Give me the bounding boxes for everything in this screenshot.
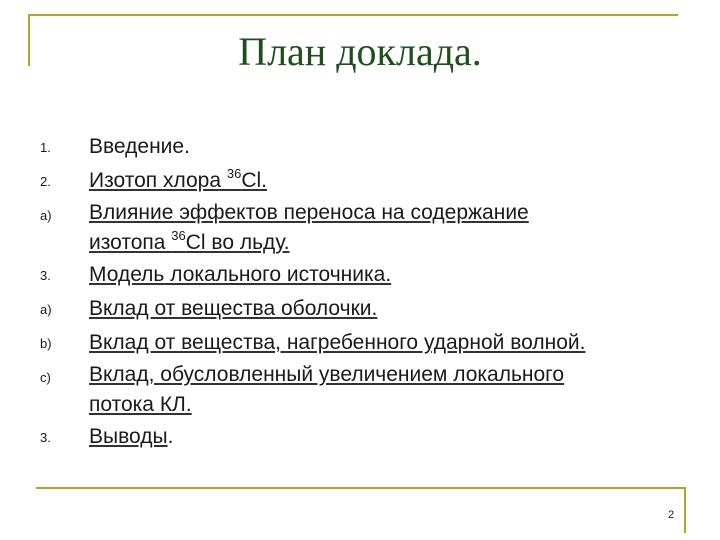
item-text: Вклад, обусловленный увеличением локального xyxy=(89,363,565,386)
item-link[interactable]: Вклад от вещества оболочки. xyxy=(89,297,378,320)
item-text: Cl. xyxy=(241,169,267,192)
outline-list xyxy=(40,130,700,454)
list-marker: b) xyxy=(40,336,52,351)
list-marker: 3. xyxy=(40,430,51,445)
list-item[interactable] xyxy=(40,258,700,292)
item-text: . xyxy=(167,425,174,448)
item-text: Введение. xyxy=(89,135,190,158)
isotope-mass: 36 xyxy=(171,228,186,243)
list-marker: 1. xyxy=(40,140,51,155)
item-text: потока КЛ. xyxy=(89,393,192,416)
item-link[interactable] xyxy=(89,198,700,258)
frame-bottom-rule xyxy=(36,487,686,489)
item-link[interactable]: Вклад от вещества, нагребенного ударной волной. xyxy=(89,331,586,354)
list-item[interactable] xyxy=(40,420,700,454)
frame-top-rule xyxy=(28,14,678,16)
list-marker: a) xyxy=(40,208,52,223)
slide-number: 2 xyxy=(668,509,675,521)
slide-title: План доклада. xyxy=(238,29,482,74)
item-link[interactable] xyxy=(89,360,700,420)
item-text: Cl во льду. xyxy=(185,231,290,254)
list-item[interactable] xyxy=(40,164,700,198)
list-item[interactable] xyxy=(40,326,700,360)
list-item[interactable] xyxy=(40,292,700,326)
item-text: Влияние эффектов переноса на содержание xyxy=(89,201,529,224)
list-item[interactable] xyxy=(40,198,700,258)
item-link[interactable]: Выводы xyxy=(89,425,168,448)
item-text: изотопа xyxy=(89,231,172,254)
list-marker: 2. xyxy=(40,174,51,189)
item-text: Изотоп хлора xyxy=(89,169,227,192)
isotope-mass: 36 xyxy=(226,166,242,181)
list-item xyxy=(40,130,700,164)
list-marker: 3. xyxy=(40,268,51,283)
list-item[interactable] xyxy=(40,360,700,420)
list-marker: a) xyxy=(40,302,52,317)
item-text-wrap xyxy=(89,420,700,454)
item-link[interactable]: Модель локального источника. xyxy=(89,263,392,286)
frame-right-rule xyxy=(684,487,686,533)
list-marker: c) xyxy=(40,370,51,385)
item-link[interactable] xyxy=(89,164,700,198)
